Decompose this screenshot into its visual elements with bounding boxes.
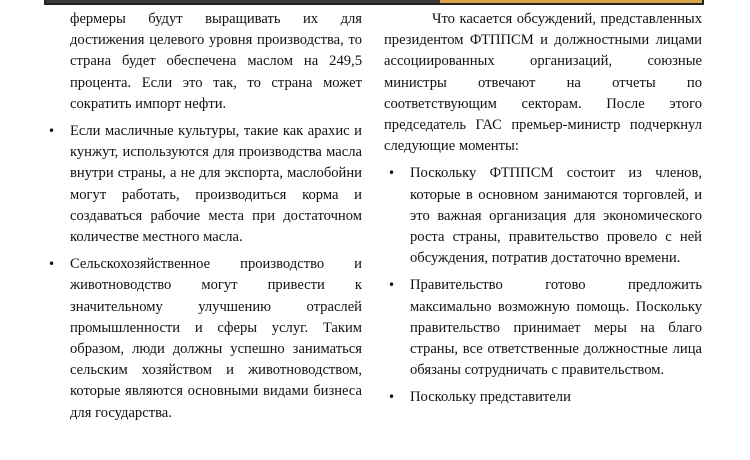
list-item	[48, 254, 362, 424]
bullet-icon: •	[388, 390, 396, 405]
left-bullet-list	[48, 121, 362, 424]
list-item	[384, 275, 702, 381]
list-item-text: Если масличные культуры, такие как арахис и кунжут, используются для производства масла внутри страны, а не для экспорта, маслобойни могут работать, производиться корма и создаваться рабочие места при достаточном количестве местного масла.	[70, 123, 362, 246]
list-item	[384, 163, 702, 269]
bullet-icon: •	[388, 278, 396, 293]
list-item-text: Сельскохозяйственное производство и животноводство могут привести к значительному улучшению отраслей промышленности и сферы услуг. Таким образом, люди должны успешно заниматься сельским хозяйством и животноводством, которые являются основными видами бизнеса для государства.	[70, 256, 362, 421]
left-column	[48, 9, 362, 424]
bullet-icon: •	[48, 257, 56, 272]
right-intro-paragraph: Что касается обсуждений, представленных президентом ФТППСМ и должностными лицами ассоциированных организаций, союзные министры отвечают на отчеты по соответствующим секторам. После этого председатель ГАС премьер-министр подчеркнул следующие моменты:	[384, 11, 702, 155]
list-item	[384, 387, 702, 408]
bullet-icon: •	[388, 166, 396, 181]
bullet-icon: •	[48, 124, 56, 139]
header-image-strip	[44, 0, 704, 5]
list-item	[48, 121, 362, 248]
header-image-gold-segment	[440, 0, 702, 3]
right-column	[384, 9, 702, 409]
right-bullet-list	[384, 163, 702, 408]
header-image-dark-segment	[46, 0, 440, 3]
list-item-text: Поскольку ФТППСМ состоит из членов, которые в основном занимаются торговлей, и это важная организация для экономического роста страны, правительство провело с ней обсуждения, потратив достаточно времени.	[410, 165, 702, 267]
left-continuation-paragraph: фермеры будут выращивать их для достижения целевого уровня производства, то страна будет обеспечена маслом на 249,5 процента. Если это так, то страна может сократить импорт нефти.	[70, 11, 362, 112]
list-item-text: Поскольку представители	[410, 389, 571, 406]
list-item-text: Правительство готово предложить максимально возможную помощь. Поскольку правительство принимает меры на благо страны, все ответственные должностные лица обязаны сотрудничать с правительством.	[410, 277, 702, 379]
